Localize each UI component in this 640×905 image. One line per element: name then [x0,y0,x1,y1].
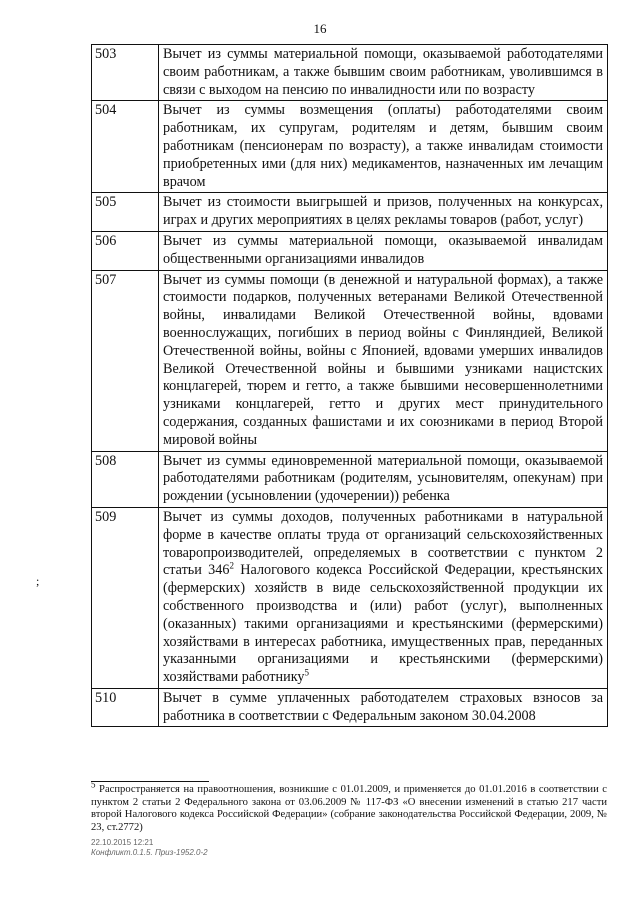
table-row [92,101,608,193]
table-row [92,507,608,688]
deduction-code: 504 [92,101,159,193]
footnote-separator [91,781,209,782]
deduction-description: Вычет из суммы материальной помощи, оказываемой инвалидам общественными организациями инвалидов [159,231,608,270]
deduction-description: Вычет из суммы единовременной материальной помощи, оказываемой работодателями работникам (родителям, усыновителям, опекунам) при рождении (усыновлении (удочерении)) ребенка [159,451,608,507]
deduction-code: 506 [92,231,159,270]
table-row [92,45,608,101]
deduction-description: Вычет из суммы материальной помощи, оказываемой работодателями своим работникам, а также бывшим своим работникам, уволившимся в связи с выходом на пенсию по инвалидности или по возрасту [159,45,608,101]
table-row [92,193,608,232]
table-row [92,270,608,451]
deduction-code: 505 [92,193,159,232]
table-row [92,688,608,727]
footnote-reference: 5 [304,667,309,678]
description-text: Вычет из суммы доходов, полученных работниками в натуральной форме в качестве оплаты труда от организаций сельскохозяйственных товаропроизводителей, определяемых в соответствии с пунктом 2 статьи 346 [163,508,603,579]
deduction-code: 507 [92,270,159,451]
description-text-continued: Налогового кодекса Российской Федерации, крестьянских (фермерских) хозяйств в виде сельскохозяйственной продукции их собственного производства и (или) работ (услуг), выполненных (оказанных) такими организациями и крестьянскими (фермерскими) хозяйствами в интересах работника, имущественных прав, переданных указанными организациями и крестьянскими (фермерскими) хозяйствами работнику [163,562,603,686]
deduction-description [159,507,608,688]
income-deduction-codes-table [91,44,608,727]
deduction-description: Вычет в сумме уплаченных работодателем страховых взносов за работника в соответствии с Федеральным законом 30.04.2008 [159,688,608,727]
superscript-article-index: 2 [229,560,234,571]
footnote-marker: 5 [91,779,96,790]
deduction-code: 510 [92,688,159,727]
page-number: 16 [313,21,327,36]
print-stamp-file: Конфликт.0.1.5. Приз-1952.0-2 [91,848,208,857]
table-row [92,231,608,270]
deduction-description: Вычет из суммы помощи (в денежной и натуральной формах), а также стоимости подарков, полученных ветеранами Великой Отечественной войны, инвалидами Великой Отечественной войны, вдовами военнослужащих, погибших в период войны с Финляндией, Великой Отечественной войны, войны с Японией, вдовами умерших инвалидов Великой Отечественной войны и бывшими узниками нацистских концлагерей, тюрем и гетто, а также бывшими несовершеннолетними узниками концлагерей, гетто и других мест принудительного содержания, созданных фашистами и их союзниками в период Второй мировой войны [159,270,608,451]
deduction-description: Вычет из стоимости выигрышей и призов, полученных на конкурсах, играх и других мероприятиях в целях рекламы товаров (работ, услуг) [159,193,608,232]
table-row [92,451,608,507]
deduction-code: 508 [92,451,159,507]
footnote-text: Распространяется на правоотношения, возникшие с 01.01.2009, и применяется до 01.01.2016 в соответствии с пунктом 2 статьи 2 Федерального закона от 03.06.2009 № 117-ФЗ «О внесении изменений в статью 217 части второй Налогового кодекса Российской Федерации» (собрание законодательства Российской Федерации, 2009, № 23, ст.2772) [91,784,607,833]
margin-mark: ; [36,574,40,588]
deduction-code: 509 [92,507,159,688]
footnote [91,779,607,834]
deduction-code: 503 [92,45,159,101]
print-stamp-date: 22.10.2015 12:21 [91,838,154,847]
deduction-description: Вычет из суммы возмещения (оплаты) работодателями своим работникам, их супругам, родителям и детям, бывшим своим работникам (пенсионерам по возрасту), а также инвалидам стоимости приобретенных ими (для них) медикаментов, назначенных им лечащим врачом [159,101,608,193]
